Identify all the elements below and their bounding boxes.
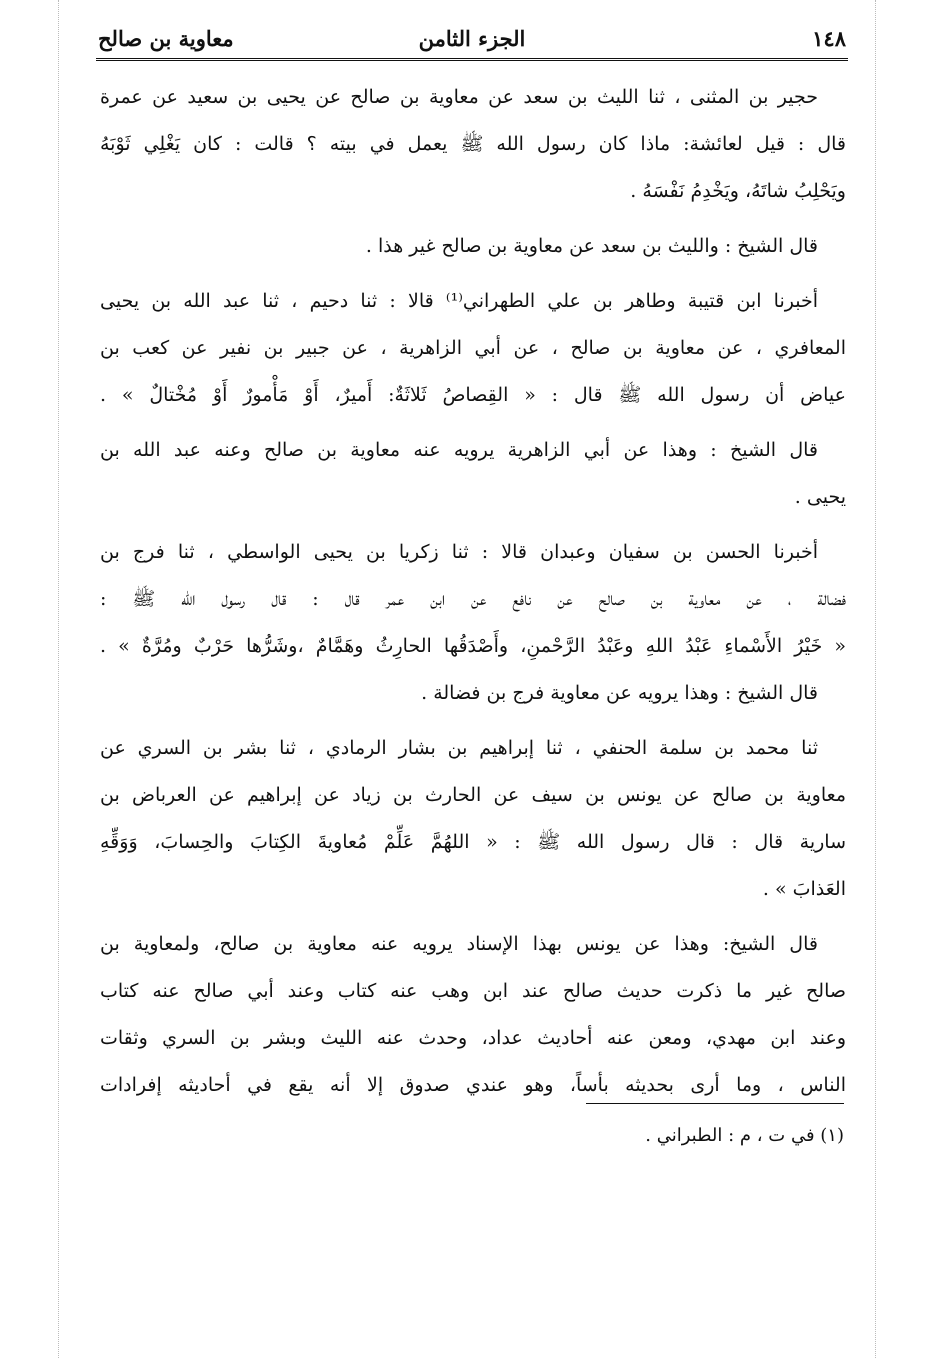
text-line: قال الشيخ : وهذا يرويه عن معاوية فرج بن فضالة .	[421, 682, 818, 704]
paragraph-5	[100, 529, 846, 670]
text-line: سارية قال : قال رسول الله ﷺ : « اللهُمَّ عَلِّمْ مُعاويةَ الكِتابَ والحِسابَ، وَوَقِّهِ	[100, 831, 846, 853]
text-line: فضالة ، عن معاوية بن صالح عن نافع عن ابن عمر قال : قال رسول الله ﷺ :	[100, 588, 846, 610]
text-line: أخبرنا الحسن بن سفيان وعبدان قالا : ثنا زكريا بن يحيى الواسطي ، ثنا فرج بن	[100, 541, 818, 563]
scan-edge-right	[875, 0, 876, 1358]
page-number: ١٤٨	[812, 26, 846, 51]
page-body	[100, 74, 846, 1109]
text-line: قال الشيخ : والليث بن سعد عن معاوية بن صالح غير هذا .	[365, 235, 818, 257]
text-line: وعند ابن مهدي، ومعن عنه أحاديث عداد، وحدث عنه الليث وبشر بن السري وثقات	[100, 1027, 846, 1049]
paragraph-3	[100, 278, 846, 419]
paragraph-4	[100, 427, 846, 521]
paragraph-6	[100, 670, 846, 717]
text-line: عياض أن رسول الله ﷺ قال : « القِصاصُ ثَلاثَةٌ: أَميرٌ، أَوْ مَأْمورٌ أَوْ مُخْتالٌ » .	[100, 384, 846, 406]
text-line: معاوية بن صالح عن يونس بن سيف عن الحارث بن زياد عن إبراهيم عن العرباض بن	[100, 784, 846, 806]
footnote: (١) في ت ، م : الطبراني .	[645, 1125, 844, 1146]
paragraph-7	[100, 725, 846, 913]
text-line: صالح غير ما ذكرت حديث صالح عند ابن وهب عنه كتاب وعند أبي صالح عنه كتاب	[100, 980, 846, 1002]
paragraph-8	[100, 921, 846, 1109]
text-line: الناس ، وما أرى بحديثه بأساً، وهو عندي صدوق إلا أنه يقع في أحاديثه إفرادات	[100, 1074, 846, 1096]
running-title: معاوية بن صالح	[98, 26, 234, 51]
text-line: ثنا محمد بن سلمة الحنفي ، ثنا إبراهيم بن بشار الرمادي ، ثنا بشر بن السري عن	[100, 737, 818, 759]
text-line: العَذابَ » .	[762, 878, 846, 900]
text-line: قال : قيل لعائشة: ماذا كان رسول الله ﷺ يعمل في بيته ؟ قالت : كان يَغْلِي ثَوْبَهُ	[100, 133, 846, 155]
text-line: « خَيْرُ الأَسْماءِ عَبْدُ اللهِ وعَبْدُ الرَّحْمنِ، وأَصْدَقُها الحارِثُ وهَمَّامٌ ،وشَرُّها حَرْبٌ ومُرَّةٌ » .	[100, 635, 846, 657]
text-line: يحيى .	[794, 486, 846, 508]
text-line: حجير بن المثنى ، ثنا الليث بن سعد عن معاوية بن صالح عن يحيى بن سعيد عن عمرة	[100, 86, 818, 108]
text-line: المعافري ، عن معاوية بن صالح ، عن أبي الزاهرية ، عن جبير بن نفير عن كعب بن	[100, 337, 846, 359]
paragraph-2	[100, 223, 846, 270]
paragraph-1	[100, 74, 846, 215]
scan-edge-left	[58, 0, 59, 1358]
text-line: قال الشيخ : وهذا عن أبي الزاهرية يرويه عنه معاوية بن صالح وعنه عبد الله بن	[100, 439, 818, 461]
header-rule	[96, 58, 848, 61]
text-line: أخبرنا ابن قتيبة وطاهر بن علي الطهراني⁽¹⁾ قالا : ثنا دحيم ، ثنا عبد الله بن يحيى	[100, 290, 818, 312]
footnote-rule	[586, 1103, 844, 1104]
text-line: ويَحْلِبُ شاتَهُ، ويَخْدِمُ نَفْسَهُ .	[630, 180, 846, 202]
volume-title: الجزء الثامن	[418, 26, 526, 51]
page-header	[98, 22, 846, 56]
text-line: قال الشيخ: وهذا عن يونس بهذا الإسناد يرويه عنه معاوية بن صالح، ولمعاوية بن	[100, 933, 818, 955]
